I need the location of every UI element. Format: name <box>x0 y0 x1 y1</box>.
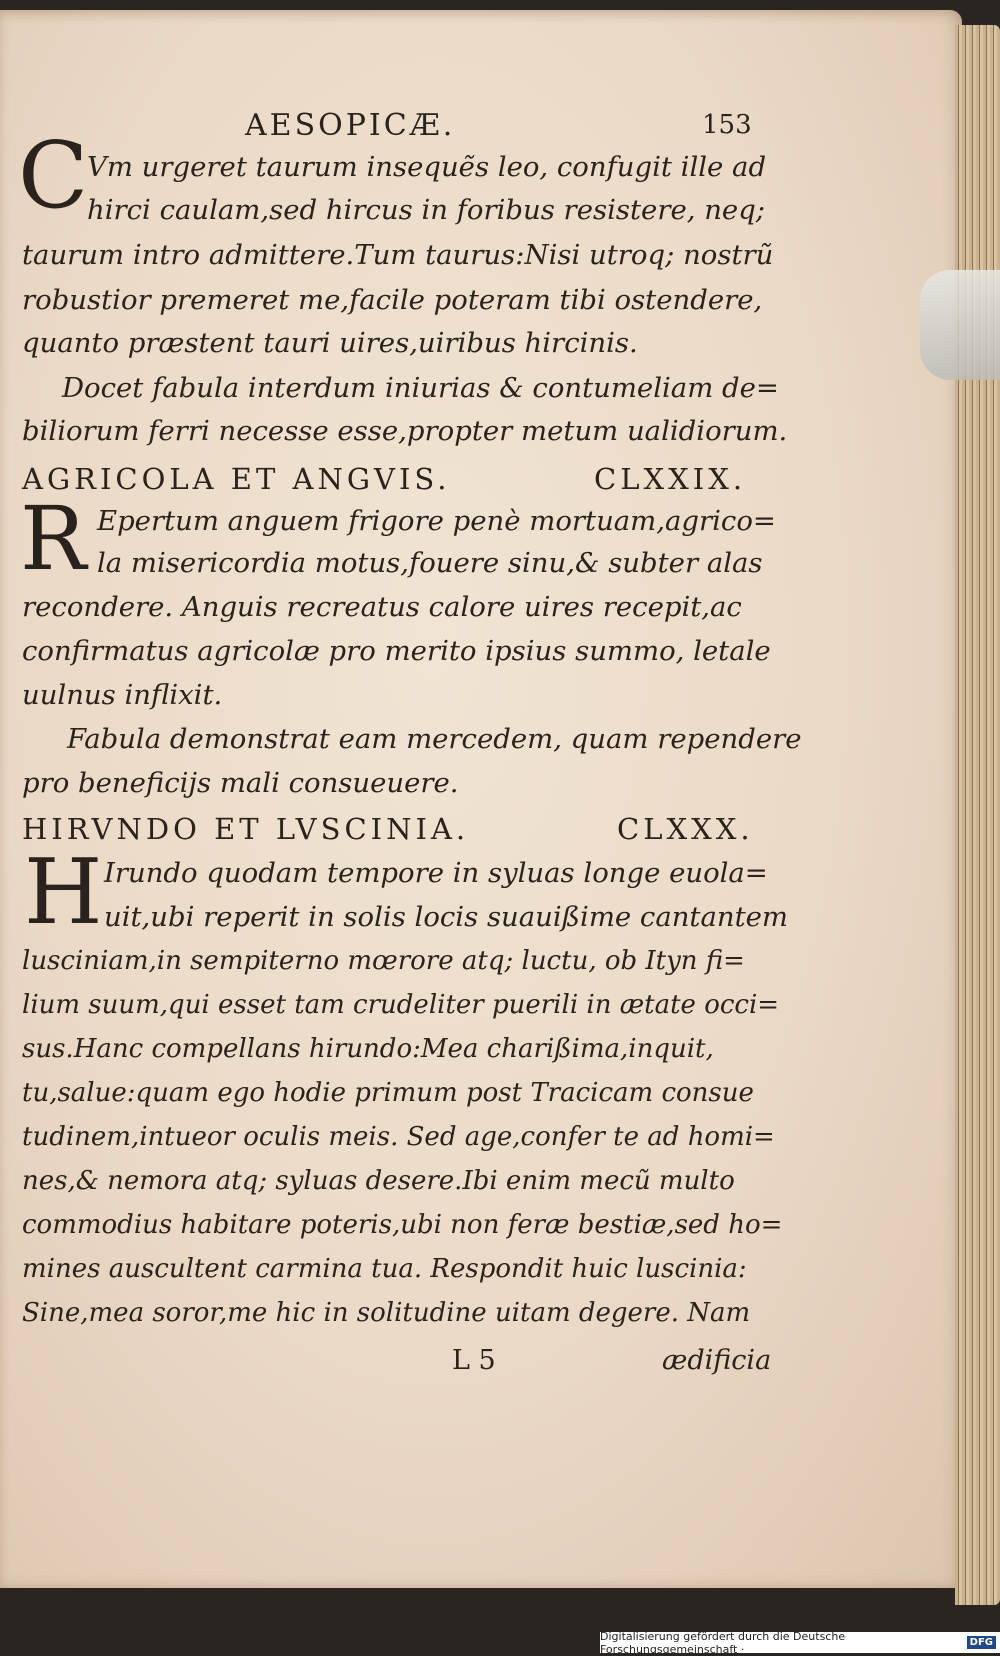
catchword: ædificia <box>662 1345 772 1376</box>
running-title: AESOPICÆ. <box>245 108 456 143</box>
fable-line: Irundo quodam tempore in syluas longe euola= <box>104 857 768 889</box>
signature-mark: L 5 <box>452 1345 496 1376</box>
fable-line: uulnus inflixit. <box>22 679 223 711</box>
fable-line: Epertum anguem frigore penè mortuam,agrico= <box>97 505 776 537</box>
dropcap-c: C <box>18 122 89 229</box>
moral-line: Fabula demonstrat eam mercedem, quam rependere <box>67 723 802 755</box>
fable-line: recondere. Anguis recreatus calore uires recepit,ac <box>22 591 742 623</box>
fable-line: Sine,mea soror,me hic in solitudine uitam degere. Nam <box>22 1298 751 1328</box>
digitization-credit <box>600 1629 1000 1656</box>
credit-text: Digitalisierung gefördert durch die Deutsche Forschungsgemeinschaft · <box>600 1629 846 1656</box>
page-number: 153 <box>702 110 752 140</box>
fable-line: commodius habitare poteris,ubi non feræ bestiæ,sed ho= <box>22 1210 783 1240</box>
fable-line: hirci caulam,sed hircus in foribus resistere, neq; <box>87 194 766 226</box>
fable-line: Vm urgeret taurum insequẽs leo, confugit ille ad <box>87 151 767 183</box>
fable-line: tudinem,intueor oculis meis. Sed age,confer te ad homi= <box>22 1122 775 1152</box>
fable-line: lium suum,qui esset tam crudeliter puerili in ætate occi= <box>22 990 780 1020</box>
fable-line: quanto præstent tauri uires,uiribus hircinis. <box>22 327 638 359</box>
fable-line: mines auscultent carmina tua. Respondit huic luscinia: <box>22 1254 747 1284</box>
moral-line: biliorum ferri necesse esse,propter metum ualidiorum. <box>22 415 788 447</box>
dropcap-r: R <box>20 487 87 590</box>
fable-line: robustior premeret me,facile poteram tibi ostendere, <box>22 284 763 316</box>
fable-title: AGRICOLA ET ANGVIS. <box>22 462 451 496</box>
moral-line: Docet fabula interdum iniurias & contumeliam de= <box>62 372 779 404</box>
running-header <box>22 108 782 148</box>
fable-line: nes,& nemora atq; syluas desere.Ibi enim mecũ multo <box>22 1166 735 1196</box>
fable-number: CLXXIX. <box>594 462 747 496</box>
dropcap-h: H <box>24 840 103 945</box>
fable-line: sus.Hanc compellans hirundo:Mea charißima,inquit, <box>22 1034 714 1064</box>
page-edges <box>955 25 1000 1605</box>
fable-line: confirmatus agricolæ pro merito ipsius summo, letale <box>22 635 771 667</box>
fable-line: tu,salue:quam ego hodie primum post Tracicam consue <box>22 1078 754 1108</box>
fable-title: HIRVNDO ET LVSCINIA. <box>22 812 470 846</box>
fable-line: uit,ubi reperit in solis locis suauißime cantantem <box>104 901 788 933</box>
moral-line: pro beneficijs mali consueuere. <box>22 767 459 799</box>
fable-line: lusciniam,in sempiterno mœrore atq; luctu, ob Ityn fi= <box>22 946 745 976</box>
fable-number: CLXXX. <box>617 812 754 846</box>
dfg-logo: DFG <box>967 1636 996 1649</box>
fable-line: taurum intro admittere.Tum taurus:Nisi utroq; nostrũ <box>22 239 774 271</box>
page-marker-tab <box>920 270 1000 380</box>
fable-line: la misericordia motus,fouere sinu,& subter alas <box>97 547 763 579</box>
